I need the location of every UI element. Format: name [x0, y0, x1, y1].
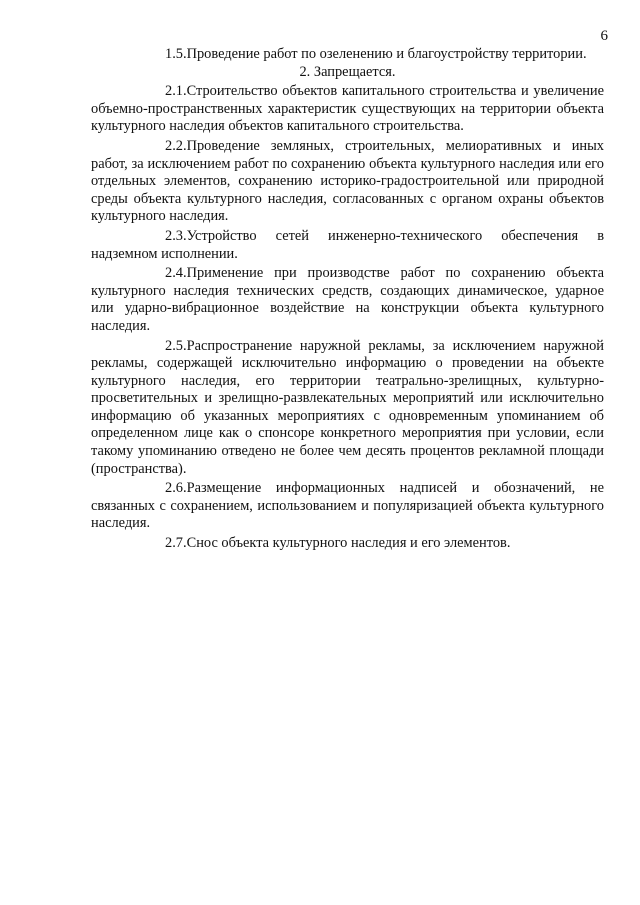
page-number: 6 — [600, 28, 608, 44]
document-body — [91, 46, 604, 553]
clause-number: 2.4. — [165, 265, 187, 282]
clause-number: 2.2. — [165, 137, 187, 154]
clause-text: Строительство объектов капитального строительства и увеличение объемно-пространственных характеристик существующих на территории объекта культурного наследия объектов капитального строительства. — [91, 83, 604, 135]
clause-2-5 — [91, 338, 604, 479]
clause-2-3 — [91, 228, 604, 263]
clause-text: Снос объекта культурного наследия и его элементов. — [186, 535, 511, 552]
clause-2-1 — [91, 83, 604, 136]
clause-2-2 — [91, 138, 604, 226]
clause-number: 2.1. — [165, 83, 187, 100]
section-heading: 2. Запрещается. — [299, 63, 396, 80]
clause-text: Проведение земляных, строительных, мелиоративных и иных работ, за исключением работ по сохранению объекта культурного наследия или его отдельных элементов, сохранению историко-градостроительной или природной среды объекта культурного наследия, согласованных с органом охраны объектов культурного наследия. — [91, 137, 604, 225]
clause-text: Проведение работ по озеленению и благоустройству территории. — [186, 46, 587, 62]
clause-2-4 — [91, 265, 604, 335]
clause-2-6 — [91, 480, 604, 533]
clause-number: 2.3. — [165, 227, 187, 244]
clause-number: 2.5. — [165, 337, 187, 354]
clause-text: Размещение информационных надписей и обозначений, не связанных с сохранением, использованием и популяризацией объекта культурного наследия. — [91, 480, 604, 532]
clause-2-7 — [91, 535, 604, 553]
clause-number: 2.7. — [165, 535, 187, 552]
clause-text: Устройство сетей инженерно-технического обеспечения в надземном исполнении. — [91, 227, 604, 262]
clause-text: Распространение наружной рекламы, за исключением наружной рекламы, содержащей исключительно информацию о проведении на объекте культурного наследия, его территории театрально-зрелищных, культурно-просветительных и зрелищно-развлекательных мероприятий или исключительно информацию об указанных мероприятиях с одновременным упоминанием об определенном лице как о спонсоре конкретного мероприятия при условии, если такому упоминанию отведено не более чем десять процентов рекламной площади (пространства). — [91, 337, 604, 477]
clause-1-5 — [91, 46, 604, 64]
clause-text: Применение при производстве работ по сохранению объекта культурного наследия технических средств, создающих динамическое, ударное или ударно-вибрационное воздействие на конструкции объекта культурного наследия. — [91, 265, 604, 334]
clause-number: 2.6. — [165, 480, 187, 497]
clause-number: 1.5. — [165, 46, 187, 62]
